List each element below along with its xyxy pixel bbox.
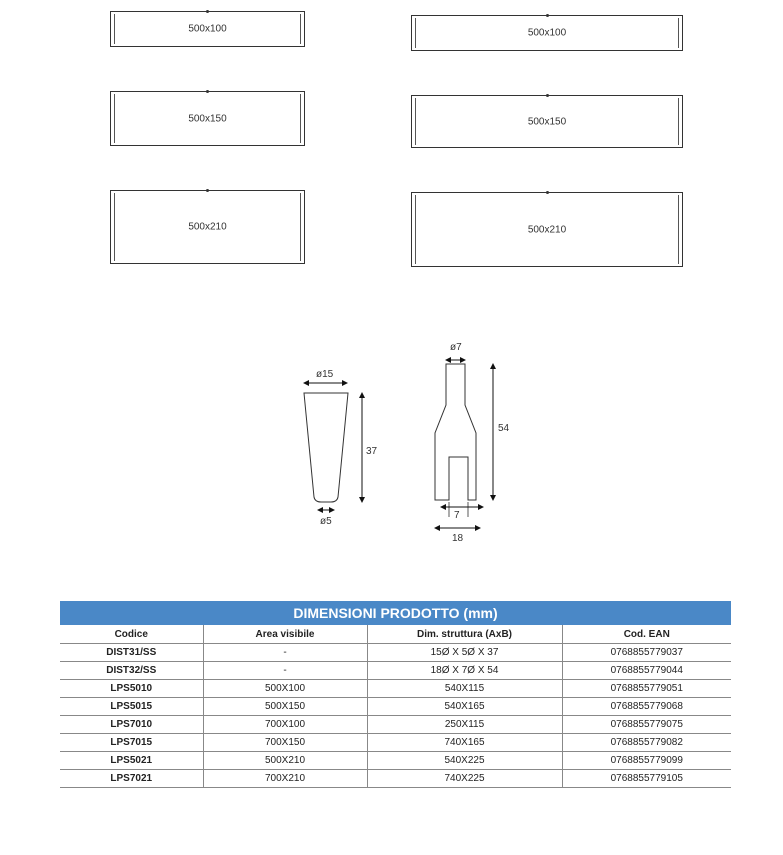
cell-structure: 18Ø X 7Ø X 54 [367, 662, 562, 680]
spacer-b-drawing [435, 342, 510, 544]
spacer-a-drawing [304, 369, 378, 527]
cell-area: 700X100 [203, 716, 367, 734]
table-header-row [60, 625, 731, 644]
header-codice: Codice [60, 625, 203, 644]
header-cod-ean: Cod. EAN [562, 625, 731, 644]
table-row [60, 680, 731, 698]
cell-code: LPS7021 [60, 770, 203, 788]
table-row [60, 698, 731, 716]
panel-size-label: 500x210 [527, 224, 567, 235]
mount-hole-icon [546, 191, 549, 194]
spacer-technical-drawing [0, 330, 783, 545]
cell-structure: 15Ø X 5Ø X 37 [367, 644, 562, 662]
spacer-a-top-diameter: ø15 [316, 369, 334, 380]
spacer-a-height: 37 [366, 446, 378, 457]
spacer-a-bottom-diameter: ø5 [320, 516, 332, 527]
cell-structure: 250X115 [367, 716, 562, 734]
table-row [60, 644, 731, 662]
spacer-b-base-width: 18 [452, 533, 464, 544]
mount-hole-icon [206, 90, 209, 93]
dimensions-grid [60, 625, 731, 788]
spacer-b-height: 54 [498, 423, 510, 434]
panel-right-500x210 [411, 192, 683, 267]
cell-structure: 740X165 [367, 734, 562, 752]
table-row [60, 770, 731, 788]
spacer-b-top-diameter: ø7 [450, 342, 462, 353]
cell-area: 500X100 [203, 680, 367, 698]
panel-size-label: 500x150 [188, 113, 227, 124]
table-row [60, 662, 731, 680]
spacer-b-outline [435, 364, 476, 500]
mount-hole-icon [546, 94, 549, 97]
cell-structure: 540X225 [367, 752, 562, 770]
cell-code: DIST32/SS [60, 662, 203, 680]
cell-area: - [203, 644, 367, 662]
mount-hole-icon [206, 10, 209, 13]
cell-structure: 740X225 [367, 770, 562, 788]
panel-left-500x100 [110, 11, 305, 47]
table-row [60, 734, 731, 752]
panel-left-500x150 [110, 91, 305, 146]
mount-hole-icon [546, 14, 549, 17]
panel-right-500x150 [411, 95, 683, 148]
panel-size-label: 500x210 [188, 221, 227, 233]
mount-hole-icon [206, 189, 209, 192]
header-area-visibile: Area visibile [203, 625, 367, 644]
cell-ean: 0768855779044 [562, 662, 731, 680]
cell-area: 700X150 [203, 734, 367, 752]
panel-right-500x100 [411, 15, 683, 51]
cell-ean: 0768855779082 [562, 734, 731, 752]
cell-area: 500X150 [203, 698, 367, 716]
cell-ean: 0768855779105 [562, 770, 731, 788]
product-dimensions-table [60, 601, 731, 788]
cell-code: LPS7010 [60, 716, 203, 734]
cell-code: LPS5010 [60, 680, 203, 698]
cell-structure: 540X165 [367, 698, 562, 716]
spacer-b-slot-width: 7 [454, 510, 460, 521]
cell-code: DIST31/SS [60, 644, 203, 662]
header-dim-struttura: Dim. struttura (AxB) [367, 625, 562, 644]
table-row [60, 716, 731, 734]
cell-ean: 0768855779075 [562, 716, 731, 734]
cell-area: 500X210 [203, 752, 367, 770]
table-row [60, 752, 731, 770]
panel-size-label: 500x100 [527, 27, 567, 39]
cell-code: LPS7015 [60, 734, 203, 752]
cell-ean: 0768855779099 [562, 752, 731, 770]
panel-size-label: 500x150 [527, 116, 567, 127]
panel-left-500x210 [110, 190, 305, 264]
cell-code: LPS5015 [60, 698, 203, 716]
cell-code: LPS5021 [60, 752, 203, 770]
cell-ean: 0768855779051 [562, 680, 731, 698]
cell-structure: 540X115 [367, 680, 562, 698]
cell-area: - [203, 662, 367, 680]
table-title: DIMENSIONI PRODOTTO (mm) [60, 601, 731, 625]
cell-area: 700X210 [203, 770, 367, 788]
cell-ean: 0768855779068 [562, 698, 731, 716]
panel-size-label: 500x100 [188, 23, 227, 35]
cell-ean: 0768855779037 [562, 644, 731, 662]
spacer-a-outline [304, 393, 348, 502]
